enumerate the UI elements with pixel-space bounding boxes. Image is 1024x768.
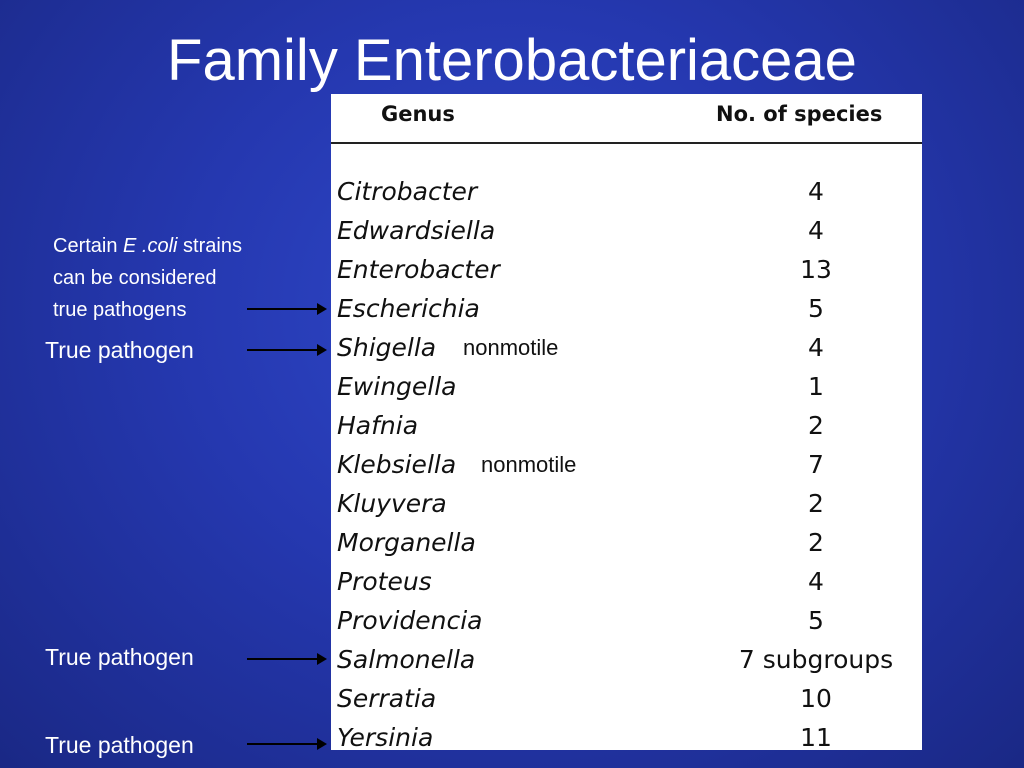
table-row (331, 291, 922, 331)
table-row (331, 330, 922, 370)
species-count-cell: 5 (808, 294, 824, 323)
arrow-escherichia-icon (247, 308, 325, 310)
species-count-cell: 4 (808, 216, 824, 245)
motility-note: nonmotile (463, 335, 559, 360)
genus-cell: Shigella (337, 333, 437, 362)
genus-cell: Proteus (337, 567, 432, 596)
table-row (331, 642, 922, 682)
genus-cell: Enterobacter (337, 255, 500, 284)
species-count-cell: 7 subgroups (738, 645, 894, 674)
genus-cell: Edwardsiella (337, 216, 496, 245)
ecoli-annotation-line1: Certain E .coli strains (53, 235, 242, 257)
table-row (331, 603, 922, 643)
true-pathogen-label-shigella: True pathogen (45, 337, 194, 363)
species-count-cell: 2 (808, 411, 824, 440)
arrow-shigella-icon (247, 349, 325, 351)
genus-cell: Klebsiella (337, 450, 457, 479)
species-count-cell: 2 (808, 489, 824, 518)
arrow-salmonella-icon (247, 658, 325, 660)
table-row (331, 447, 922, 487)
genus-cell: Morganella (337, 528, 476, 557)
genus-cell: Yersinia (337, 723, 434, 750)
genus-cell: Providencia (337, 606, 483, 635)
species-count-cell: 11 (800, 723, 832, 750)
species-count-cell: 10 (800, 684, 832, 713)
species-count-cell: 13 (800, 255, 832, 284)
slide-title: Family Enterobacteriaceae (167, 28, 857, 93)
arrow-yersinia-icon (247, 743, 325, 745)
header-divider (331, 142, 922, 144)
species-count-cell: 5 (808, 606, 824, 635)
species-count-cell: 4 (808, 567, 824, 596)
ecoli-annotation-line3: true pathogens (53, 299, 187, 321)
table-row (331, 486, 922, 526)
header-species: No. of species (716, 102, 883, 126)
motility-note: nonmotile (481, 452, 577, 477)
table-row (331, 213, 922, 253)
species-table (331, 94, 922, 750)
table-row (331, 408, 922, 448)
genus-cell: Ewingella (337, 372, 457, 401)
genus-cell: Kluyvera (337, 489, 447, 518)
species-count-cell: 4 (808, 177, 824, 206)
table-row (331, 525, 922, 565)
genus-cell: Salmonella (337, 645, 476, 674)
ecoli-species-name: E .coli (123, 235, 178, 257)
genus-cell: Hafnia (337, 411, 419, 440)
true-pathogen-label-salmonella: True pathogen (45, 644, 194, 670)
species-count-cell: 7 (808, 450, 824, 479)
table-row (331, 720, 922, 750)
table-row (331, 174, 922, 214)
table-row (331, 369, 922, 409)
genus-cell: Citrobacter (337, 177, 478, 206)
species-count-cell: 1 (808, 372, 824, 401)
species-count-cell: 2 (808, 528, 824, 557)
header-genus: Genus (381, 102, 455, 126)
ecoli-annotation-line2: can be considered (53, 267, 217, 289)
genus-cell: Escherichia (337, 294, 480, 323)
true-pathogen-label-yersinia: True pathogen (45, 732, 194, 758)
species-count-cell: 4 (808, 333, 824, 362)
genus-cell: Serratia (337, 684, 437, 713)
table-row (331, 252, 922, 292)
ecoli-annotation (53, 230, 242, 326)
table-row (331, 681, 922, 721)
table-row (331, 564, 922, 604)
